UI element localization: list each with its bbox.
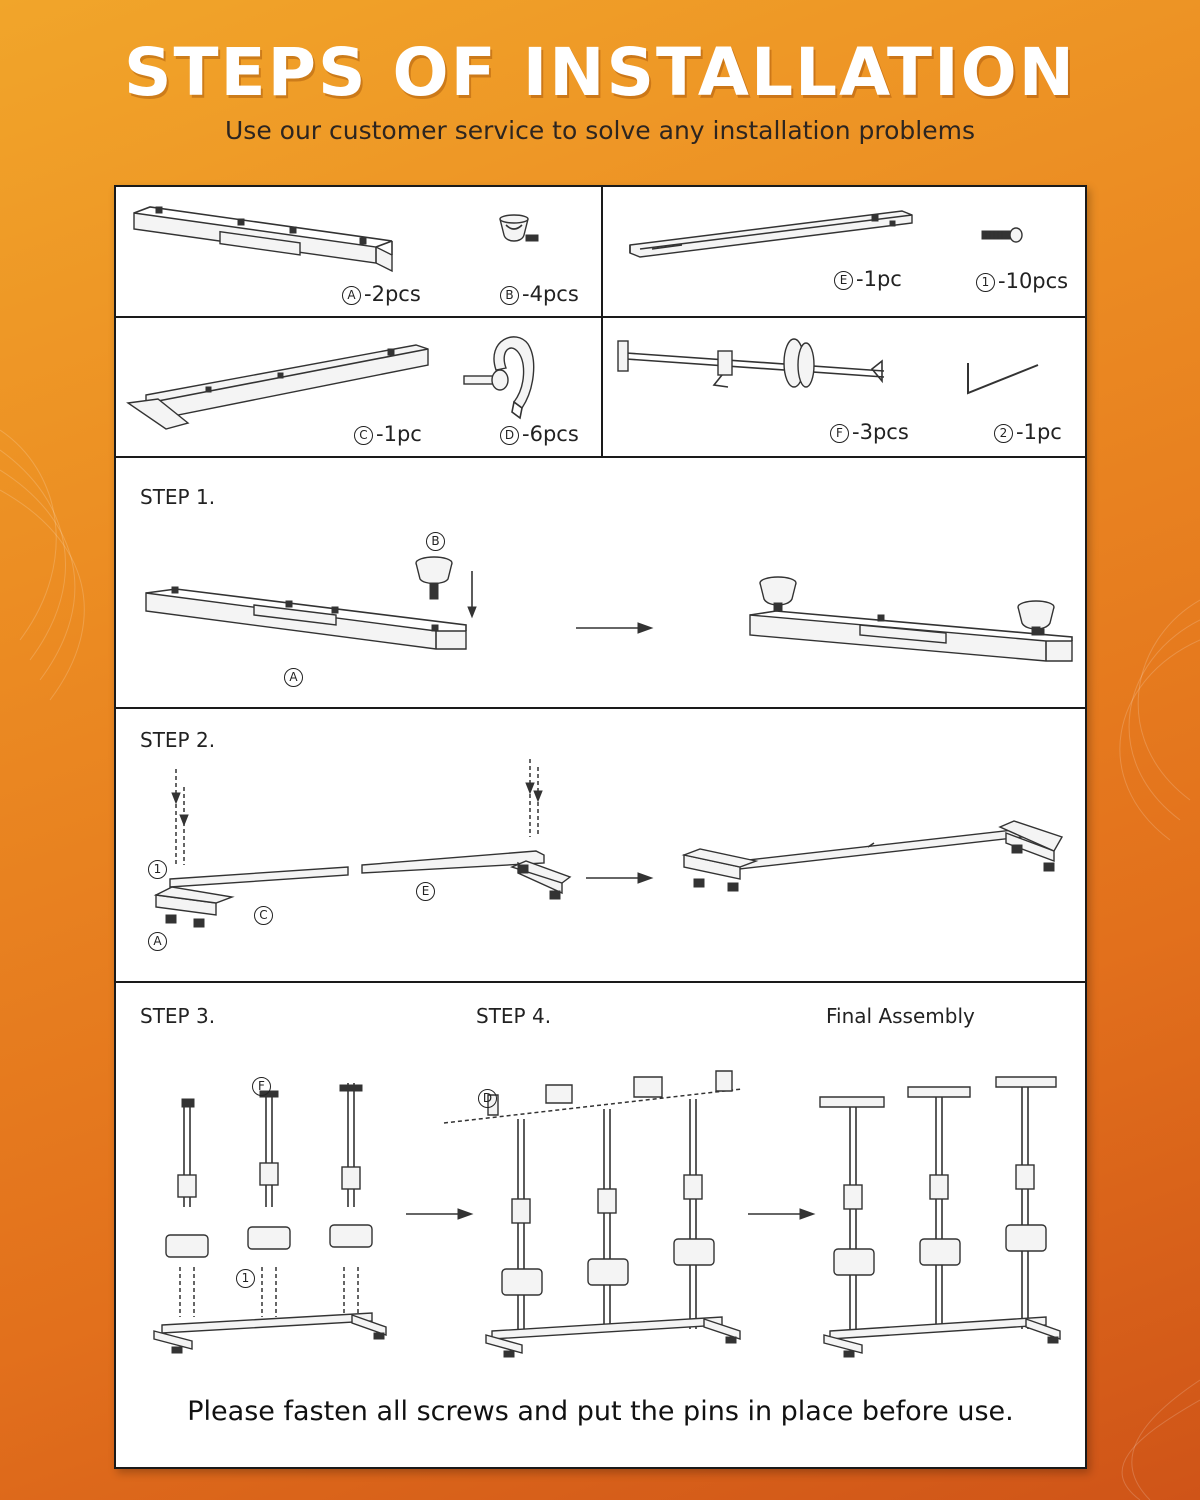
- step-1-arrow-icon: [574, 621, 658, 635]
- step-4-callout-d: D: [478, 1089, 500, 1108]
- part-e-label: E -1pc: [834, 267, 902, 291]
- part-1-label: 1 -10pcs: [976, 269, 1068, 293]
- step-1-after-illustration: [746, 567, 1086, 677]
- step-1-before-illustration: [136, 527, 476, 677]
- part-b-label: B -4pcs: [500, 282, 579, 306]
- instruction-sheet: [114, 185, 1087, 1469]
- part-a-label: A -2pcs: [342, 282, 421, 306]
- part-b-foot-pad-illustration: [496, 213, 546, 257]
- page-subtitle: Use our customer service to solve any installation problems: [225, 116, 975, 145]
- step-4-arrow-icon: [746, 1207, 820, 1221]
- part-2-hex-key-illustration: [964, 361, 1044, 401]
- part-1-screw-illustration: [980, 225, 1026, 247]
- divider: [601, 187, 603, 456]
- step-4-illustration: [442, 1079, 752, 1379]
- step-1-heading: STEP 1.: [140, 485, 216, 509]
- part-a-beam-illustration: [130, 205, 400, 275]
- part-f-label: F -3pcs: [830, 420, 909, 444]
- step-1-callout-b: B: [426, 531, 448, 551]
- step-3-callout-f: F: [252, 1077, 274, 1096]
- final-assembly-illustration: [816, 1073, 1066, 1373]
- part-d-label: D -6pcs: [500, 422, 579, 446]
- step-2-callout-c: C: [254, 905, 276, 925]
- step-4-heading: STEP 4.: [476, 1004, 552, 1028]
- step-2-after-illustration: [682, 807, 1072, 917]
- step-3-illustration: [152, 1077, 392, 1367]
- part-c-label: C -1pc: [354, 422, 422, 446]
- part-e-rail-illustration: [622, 201, 922, 261]
- part-d-hook-illustration: [456, 330, 546, 425]
- divider: [116, 707, 1085, 709]
- step-3-callout-1: 1: [236, 1269, 258, 1288]
- step-2-callout-e: E: [416, 881, 438, 901]
- page-title: STEPS OF INSTALLATION: [124, 34, 1076, 111]
- step-2-arrow-icon: [584, 871, 658, 885]
- step-2-callout-a: A: [148, 931, 170, 951]
- part-2-label: 2 -1pc: [994, 420, 1062, 444]
- step-1-callout-a: A: [284, 667, 306, 687]
- divider: [116, 981, 1085, 983]
- step-2-callout-1: 1: [148, 859, 170, 879]
- step-3-heading: STEP 3.: [140, 1004, 216, 1028]
- final-assembly-heading: Final Assembly: [826, 1004, 975, 1028]
- part-f-pole-illustration: [610, 333, 900, 403]
- step-2-heading: STEP 2.: [140, 728, 216, 752]
- divider: [116, 456, 1085, 458]
- step-2-before-illustration: [136, 757, 576, 957]
- footer-note: Please fasten all screws and put the pins in place before use.: [187, 1396, 1014, 1427]
